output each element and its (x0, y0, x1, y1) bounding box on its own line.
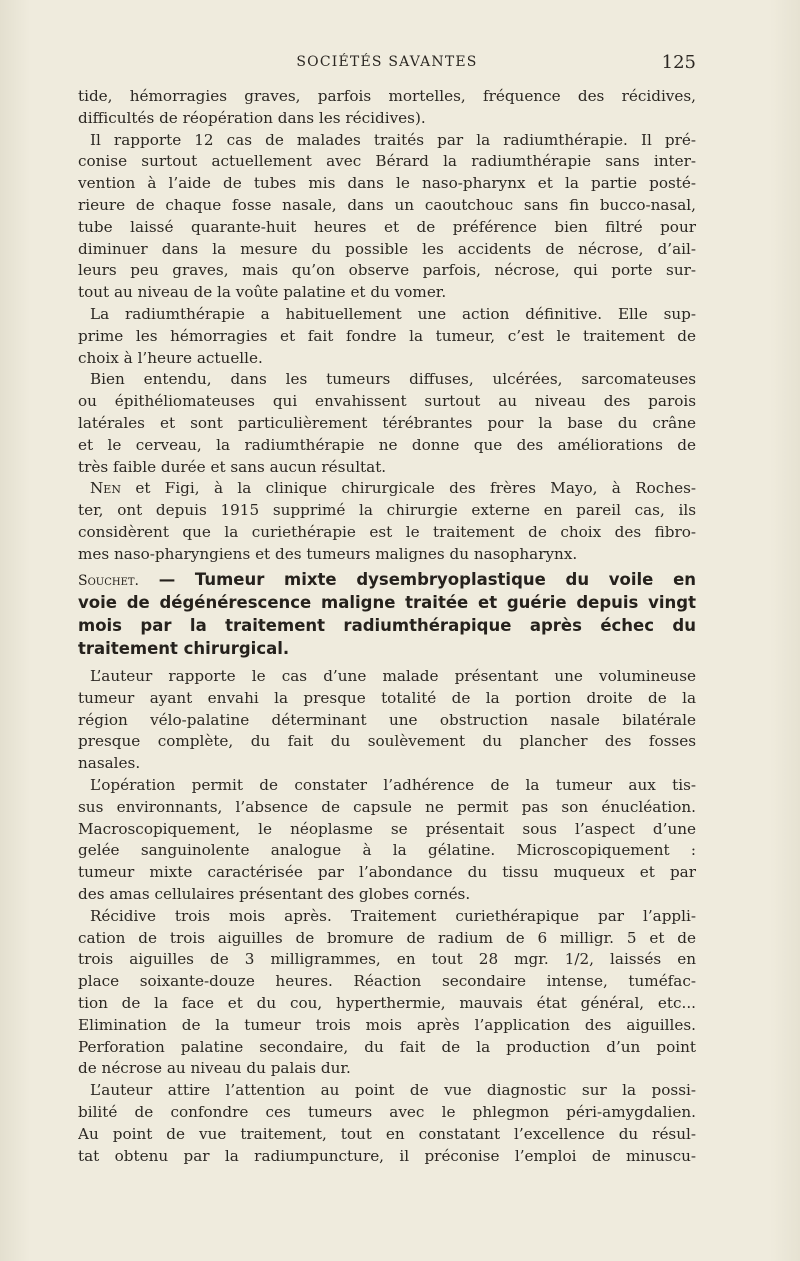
text-line: tion de la face et du cou, hyperthermie, mauvais état général, etc... (78, 993, 696, 1012)
paragraph-block-1 (78, 86, 696, 566)
text-line: sus environnants, l’absence de capsule ne permit pas son énucléation. (78, 797, 696, 816)
text-line: tide, hémorragies graves, parfois mortelles, fréquence des récidives, (78, 87, 696, 105)
article-heading (78, 568, 696, 660)
text-line: Bien entendu, dans les tumeurs diffuses, ulcérées, sarcomateuses (90, 370, 696, 389)
text-line: diminuer dans la mesure du possible les accidents de nécrose, d’ail- (78, 239, 696, 258)
text-line: de nécrose au niveau du palais dur. (78, 1059, 351, 1078)
text-line: difficultés de réopération dans les récidives). (78, 108, 426, 127)
text-line: Il rapporte 12 cas de malades traités par la radiumthérapie. Il pré- (90, 130, 696, 149)
text-line: prime les hémorragies et fait fondre la tumeur, c’est le traitement de (78, 326, 696, 345)
text-line: Au point de vue traitement, tout en constatant l’excellence du résul- (78, 1124, 696, 1143)
paragraph-block-2 (78, 666, 696, 1167)
text-line (78, 478, 696, 500)
text-line: L’auteur rapporte le cas d’une malade présentant une volumineuse (90, 667, 696, 685)
text-line: ou épithéliomateuses qui envahissent surtout au niveau des parois (78, 392, 696, 411)
text-line: L’opération permit de constater l’adhérence de la tumeur aux tis- (90, 775, 696, 794)
text-line: latérales et sont particulièrement térébrantes pour la base du crâne (78, 413, 696, 432)
text-line: La radiumthérapie a habituellement une action définitive. Elle sup- (90, 304, 696, 323)
text-line: Perforation palatine secondaire, du fait de la production d’un point (78, 1037, 696, 1056)
text-line: vention à l’aide de tubes mis dans le naso-pharynx et la partie posté- (78, 174, 696, 193)
heading-line: mois par la traitement radiumthérapique après échec du (78, 616, 696, 635)
text-line: très faible durée et sans aucun résultat. (78, 457, 387, 476)
text-line: place soixante-douze heures. Réaction secondaire intense, tuméfac- (78, 972, 696, 991)
author-name: Nen (90, 479, 121, 498)
text-line: trois aiguilles de 3 milligrammes, en tout 28 mgr. 1/2, laissés en (78, 950, 696, 969)
page-number: 125 (661, 52, 696, 73)
text-line: mes naso-pharyngiens et des tumeurs malignes du nasopharynx. (78, 544, 578, 563)
running-head (78, 52, 696, 72)
heading-line-rest: — Tumeur mixte dysembryoplastique du voile en (158, 570, 696, 589)
text-line: presque complète, du fait du soulèvement du plancher des fosses (78, 732, 696, 751)
heading-line: voie de dégénérescence maligne traitée et guérie depuis vingt (78, 593, 696, 612)
text-line: gelée sanguinolente analogue à la gélatine. Microscopiquement : (78, 841, 696, 860)
text-line: Macroscopiquement, le néoplasme se présentait sous l’aspect d’une (78, 819, 696, 838)
text-line: tat obtenu par la radiumpuncture, il préconise l’emploi de minuscu- (78, 1146, 696, 1165)
text-line: des amas cellulaires présentant des globes cornés. (78, 884, 471, 903)
text-line: choix à l’heure actuelle. (78, 348, 263, 367)
text-line: et le cerveau, la radiumthérapie ne donne que des améliorations de (78, 435, 696, 454)
text-line: région vélo-palatine déterminant une obstruction nasale bilatérale (78, 710, 696, 729)
text-line: Elimination de la tumeur trois mois après l’application des aiguilles. (78, 1015, 696, 1034)
text-line: cation de trois aiguilles de bromure de radium de 6 milligr. 5 et de (78, 928, 696, 947)
text-line: ter, ont depuis 1915 supprimé la chirurgie externe en pareil cas, ils (78, 501, 696, 520)
heading-line (78, 568, 696, 591)
text-line-rest: et Figi, à la clinique chirurgicale des frères Mayo, à Roches- (135, 479, 696, 498)
text-line: rieure de chaque fosse nasale, dans un caoutchouc sans fin bucco-nasal, (78, 195, 696, 214)
text-line: tumeur ayant envahi la presque totalité de la portion droite de la (78, 688, 696, 707)
text-line: considèrent que la curiethérapie est le traitement de choix des fibro- (78, 522, 696, 541)
text-line: bilité de confondre ces tumeurs avec le phlegmon péri-amygdalien. (78, 1102, 696, 1121)
text-line: Récidive trois mois après. Traitement curiethérapique par l’appli- (90, 906, 696, 925)
heading-author: Souchet. (78, 573, 140, 589)
text-line: tumeur mixte caractérisée par l’abondance du tissu muqueux et par (78, 863, 696, 882)
running-title: SOCIÉTÉS SAVANTES (296, 54, 478, 70)
text-line: tube laissé quarante-huit heures et de préférence bien filtré pour (78, 217, 696, 236)
text-line: L’auteur attire l’attention au point de vue diagnostic sur la possi- (90, 1081, 696, 1100)
text-line: leurs peu graves, mais qu’on observe parfois, nécrose, qui porte sur- (78, 261, 696, 280)
text-line: conise surtout actuellement avec Bérard la radiumthérapie sans inter- (78, 152, 696, 171)
text-line: tout au niveau de la voûte palatine et du vomer. (78, 283, 447, 302)
text-line: nasales. (78, 754, 141, 773)
heading-line: traitement chirurgical. (78, 639, 290, 658)
